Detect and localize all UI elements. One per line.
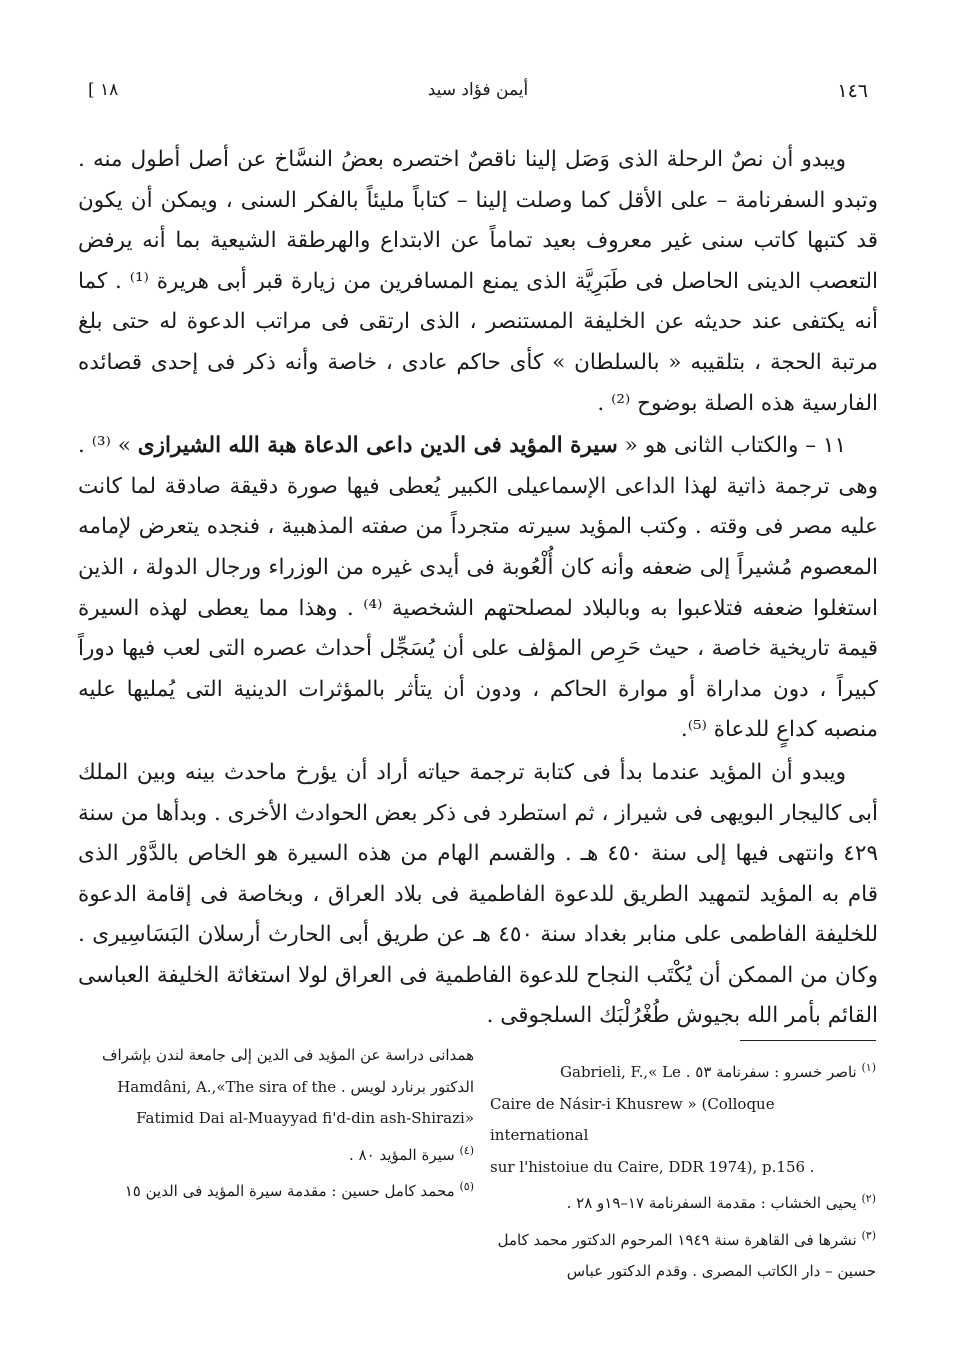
footnote-5-mark: (٥) (459, 1180, 474, 1193)
footnote-5 (84, 1171, 474, 1208)
paragraph-1: ويبدو أن نصٌ الرحلة الذى وَصَل إلينا ناقصٌ اختصره بعضُ النسَّاخ عن أصل أطول منه . وتبدو السفرنامة – على الأقل كما وصلت إلينا – كتاباً مليئاً بالفكر السنى ، ويمكن أن يكون قد كتبها كاتب سنى غير معروف بعيد تماماً عن الابتداع والهرطقة الشيعية بما أنه يرفض التعصب الدينى الحاصل فى طَبَرِيَّة الذى يمنع المسافرين من زيارة قبر أبى هريرة ⁽¹⁾ . كما أنه يكتفى عند حديثه عن الخليفة المستنصر ، الذى ارتقى فى مراتب الدعوة له حتى بلغ مرتبة الحجة ، بتلقيبه « بالسلطان » كأى حاكم عادى ، خاصة وأنه ذكر فى إحدى قصائده الفارسية هذه الصلة بوضوح ⁽²⁾ . (78, 147, 878, 416)
footnote-1-latin-b: Caire de Násir-i Khusrew » (Colloque international (490, 1094, 775, 1144)
footnote-3-continuation-latin-a: Hamdâni, A.,«The sira of the (117, 1077, 337, 1096)
footnote-1 (490, 1052, 876, 1089)
footnotes-right-column (490, 1052, 876, 1288)
footnote-3-continuation-2 (84, 1072, 474, 1104)
footnote-3-text: نشرها فى القاهرة سنة ١٩٤٩ المرحوم الدكتور محمد كامل حسين – دار الكاتب المصرى . وقدم الدكتور عباس (497, 1230, 876, 1280)
footnote-4-text: سيرة المؤيد ٨٠ . (349, 1145, 455, 1164)
running-title: أيمن فؤاد سيد (427, 80, 529, 100)
footnote-3-continuation-arabic: الدكتور برنارد لويس . (340, 1077, 474, 1096)
footnotes-left-column (84, 1040, 474, 1208)
main-text (78, 140, 878, 1037)
footnote-3 (490, 1220, 876, 1288)
book-title: سيرة المؤيد فى الدين داعى الدعاة هبة الله الشيرازى (137, 433, 618, 459)
footnote-1-mark: (١) (861, 1061, 876, 1074)
paragraph-2 (78, 426, 878, 751)
footnote-1-latin-c: sur l'histoiue du Caire, DDR 1974), p.156 . (490, 1157, 815, 1176)
page-number: ١٤٦ (837, 80, 868, 102)
paragraph-3: ويبدو أن المؤيد عندما بدأ فى كتابة ترجمة حياته أراد أن يؤرخ ماحدث بينه وبين الملك أبى كاليجار البويهى فى شيراز ، ثم استطرد فى ذكر بعض الحوادث الأخرى . وبدأها من سنة ٤٢٩ وانتهى فيها إلى سنة ٤٥٠ هـ . والقسم الهام من هذه السيرة هو الخاص بالدَّوْر الذى قام به المؤيد لتمهيد الطريق للدعوة الفاطمية فى بلاد العراق ، وبخاصة فى إقامة الدعوة للخليفة الفاطمى على منابر بغداد سنة ٤٥٠ هـ عن طريق أبى الحارث أرسلان البَسَاسِيرى . وكان من الممكن أن يُكْتَب النجاح للدعوة الفاطمية فى العراق لولا استغاثة الخليفة العباسى القائم بأمر الله بجيوش طُغْرُلْبَك السلجوقى . (78, 759, 879, 1029)
running-tag: [ ١٨ (88, 80, 119, 100)
footnote-3-mark: (٣) (861, 1228, 876, 1242)
paragraph-2-text: » ⁽³⁾ . وهى ترجمة ذاتية لهذا الداعى الإسماعيلى الكبير يُعطى فيها صورة دقيقة صادقة لما كانت عليه مصر فى وقته . وكتب المؤيد سيرته متجرداً من صفته المذهبية ، فنجده يتعرض لإمامه المعصوم مُشيراً إلى ضعفه وأنه كان أُلْعُوبة فى أيدى غيره من الوزراء ورجال الدولة ، الذين استغلوا ضعفه فتلاعبوا به وبالبلاد لمصلحتهم الشخصية ⁽⁴⁾ . وهذا مما يعطى لهذه السيرة قيمة تاريخية خاصة ، حيث حَرِص المؤلف على أن يُسَجِّل أحداث عصره التى لعب فيها دوراً كبيراً ، دون مداراة أو موارة الحاكم ، ودون أن يتأثر بالمؤثرات الدينية التى يُمليها عليه منصبه كداعٍ للدعاة ⁽⁵⁾. (78, 433, 879, 743)
footnote-1-arabic: ناصر خسرو : سفرنامة ٥٣ . (685, 1063, 857, 1081)
footnote-4-mark: (٤) (459, 1143, 474, 1157)
footnote-4 (84, 1135, 474, 1172)
paragraph-2-prefix: ١١ – والكتاب الثانى هو « (617, 433, 846, 459)
footnote-2 (490, 1183, 876, 1220)
footnote-1-latin-a: Gabrieli, F.,« Le (560, 1063, 681, 1081)
footnote-2-mark: (٢) (861, 1192, 876, 1205)
footnote-rule (740, 1040, 876, 1041)
footnote-3-continuation-1: همدانى دراسة عن المؤيد فى الدين إلى جامعة لندن بإشراف (101, 1046, 474, 1064)
footnote-5-text: محمد كامل حسين : مقدمة سيرة المؤيد فى الدين ١٥ (124, 1182, 455, 1200)
footnote-2-text: يحيى الخشاب : مقدمة السفرنامة ١٧–١٩و ٢٨ . (566, 1194, 857, 1212)
footnote-3-continuation-latin-b: Fatimid Dai al-Muayyad fi'd-din ash-Shirazi» (136, 1109, 474, 1127)
